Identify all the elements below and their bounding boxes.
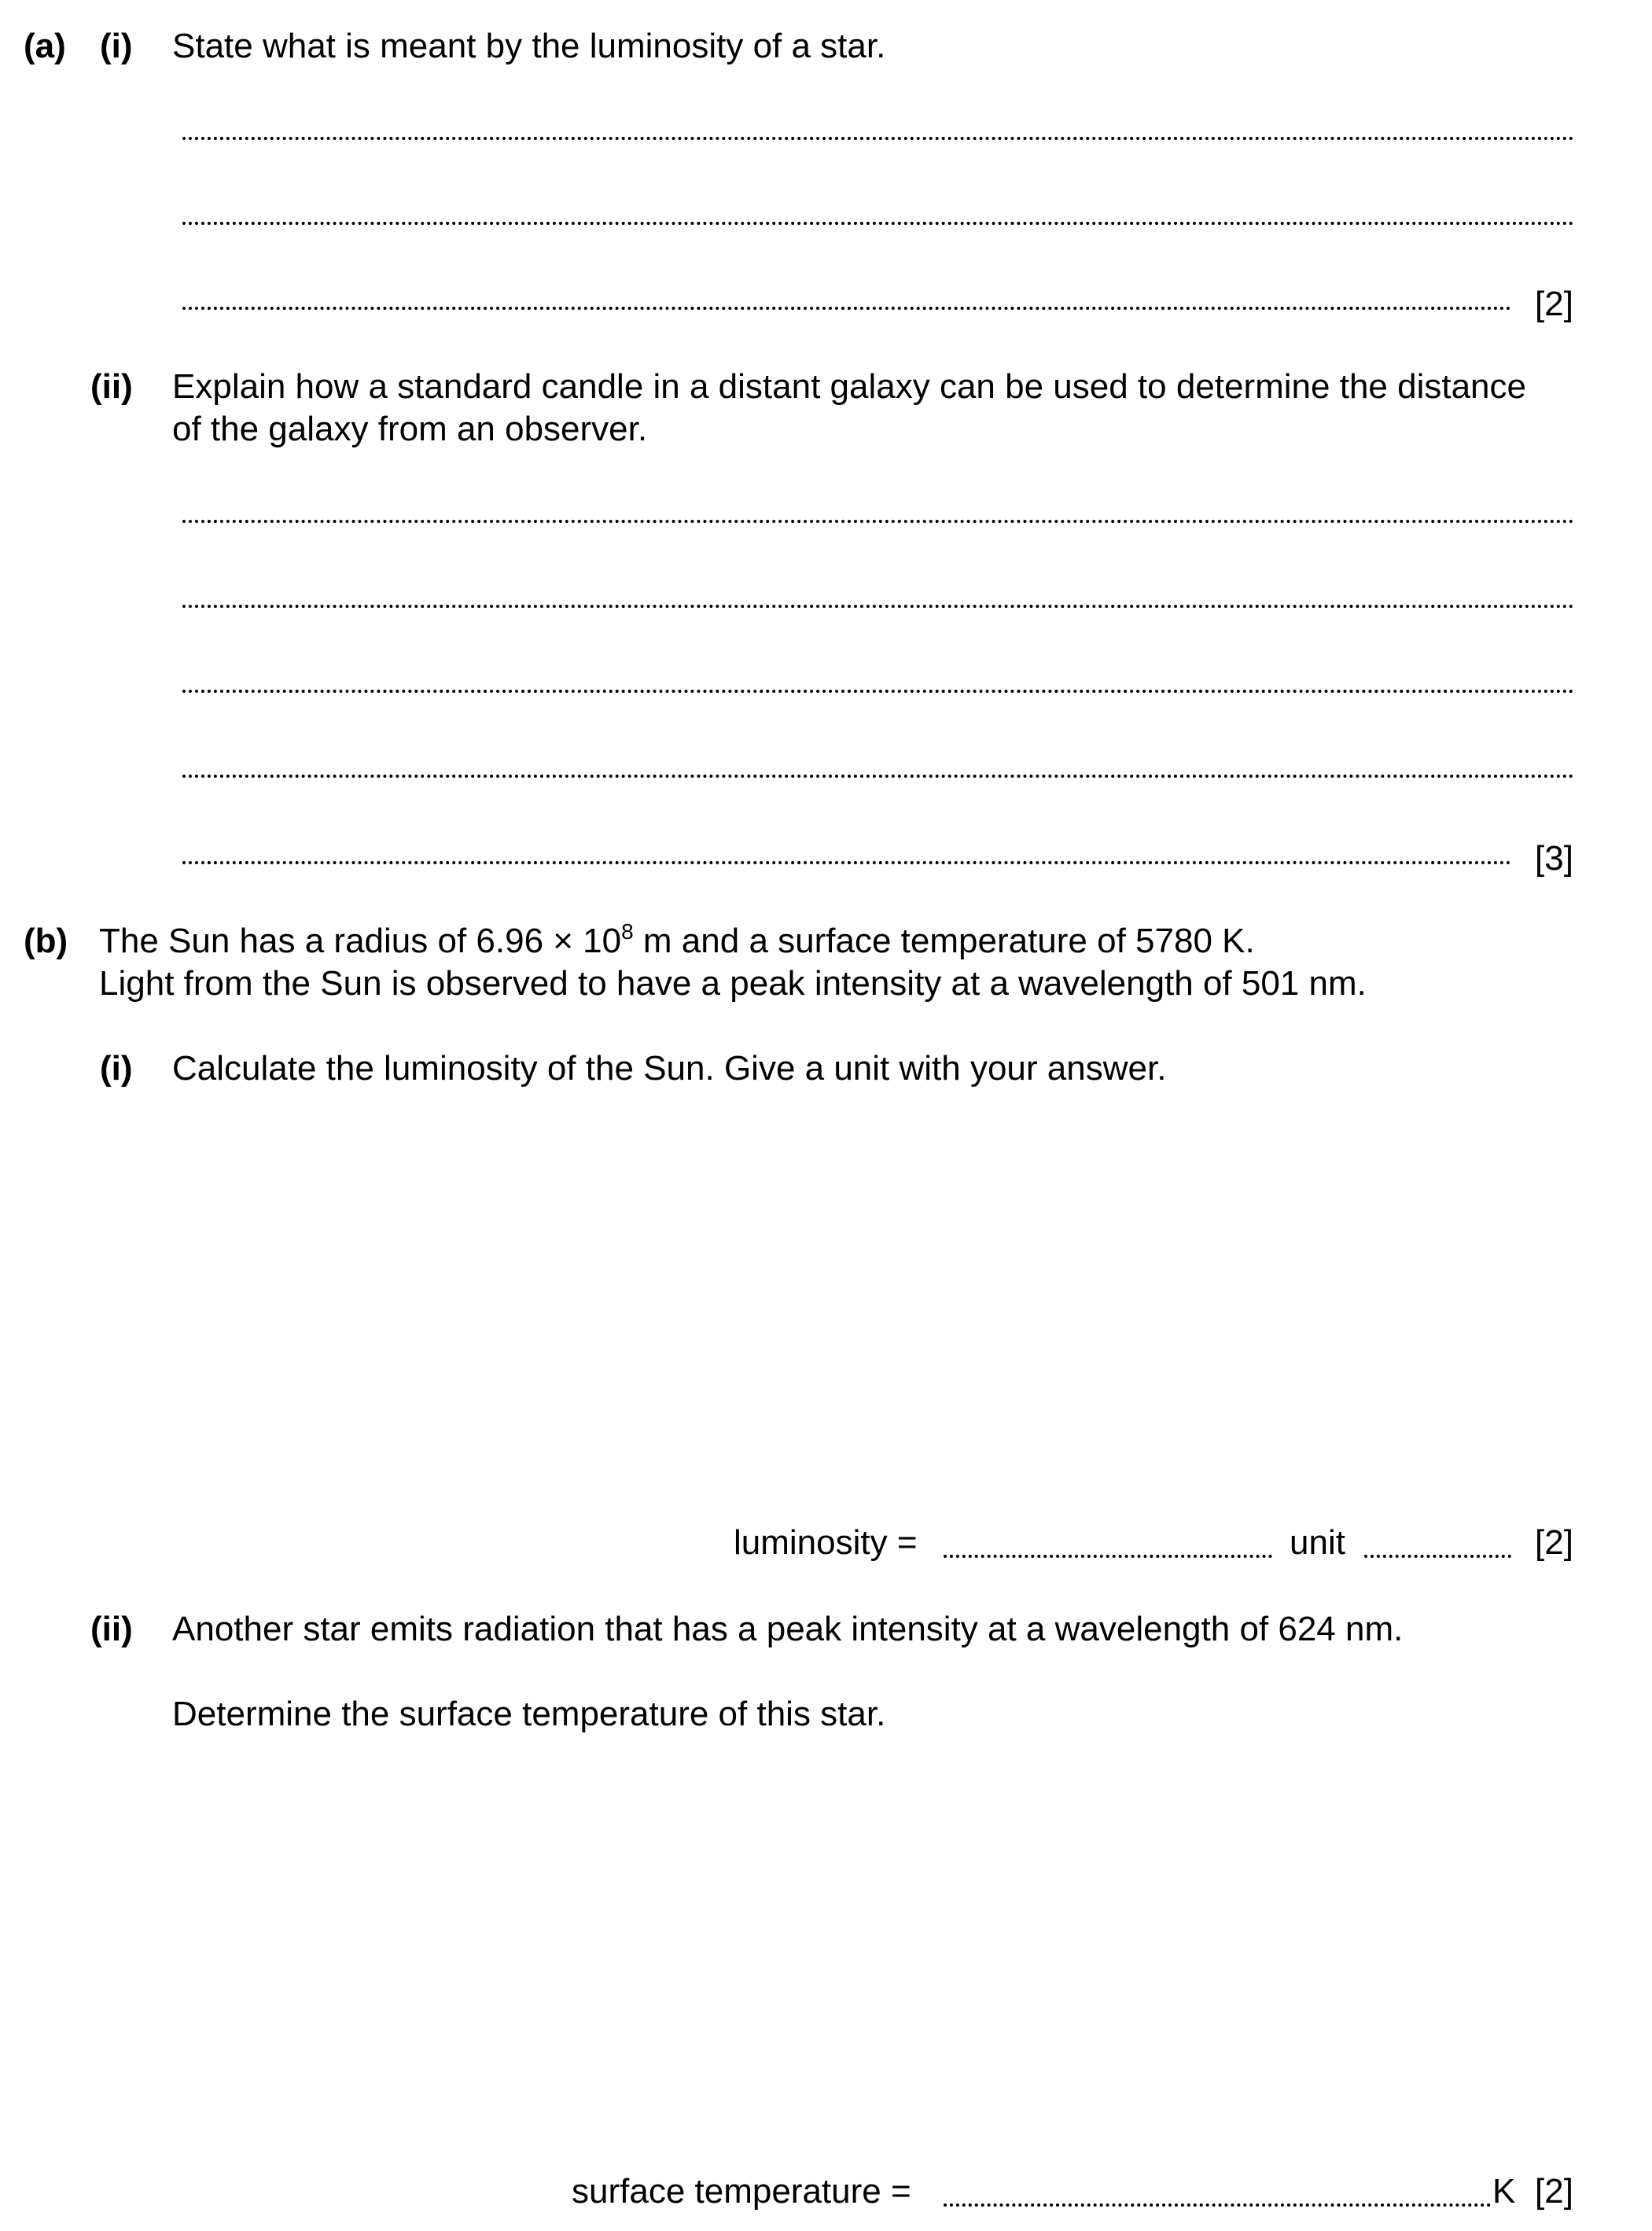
part-a-ii-question-line2: of the galaxy from an observer. xyxy=(172,410,648,448)
surface-temperature-answer-field[interactable] xyxy=(944,2203,1491,2207)
part-a-i-question: State what is meant by the luminosity of a star. xyxy=(172,27,886,65)
answer-line-a-ii-4[interactable] xyxy=(182,775,1574,778)
part-a-label: (a) xyxy=(24,27,66,65)
unit-answer-field[interactable] xyxy=(1364,1555,1511,1558)
part-b-i-question: Calculate the luminosity of the Sun. Give a unit with your answer. xyxy=(172,1049,1167,1088)
luminosity-answer-field[interactable] xyxy=(944,1555,1272,1558)
surface-temperature-answer-label: surface temperature = xyxy=(572,2172,911,2211)
part-b-ii-question-line1: Another star emits radiation that has a peak intensity at a wavelength of 624 nm. xyxy=(172,1610,1404,1648)
answer-line-a-ii-2[interactable] xyxy=(182,605,1574,608)
part-a-i-label: (i) xyxy=(100,27,133,65)
part-b-i-label: (i) xyxy=(100,1049,133,1088)
part-b-ii-question-line2: Determine the surface temperature of this star. xyxy=(172,1695,886,1733)
answer-line-a-i-1[interactable] xyxy=(182,137,1574,140)
answer-line-a-ii-3[interactable] xyxy=(182,690,1574,693)
marks-a-i: [2] xyxy=(1535,285,1573,323)
answer-line-a-ii-5[interactable] xyxy=(182,861,1511,864)
answer-line-a-ii-1[interactable] xyxy=(182,520,1574,523)
answer-line-a-i-3[interactable] xyxy=(182,307,1511,310)
answer-line-a-i-2[interactable] xyxy=(182,222,1574,225)
marks-b-i: [2] xyxy=(1535,1523,1573,1562)
part-a-ii-label: (ii) xyxy=(90,367,133,406)
surface-temperature-unit: K xyxy=(1492,2172,1516,2211)
part-b-stem-line1 xyxy=(99,919,1255,960)
part-b-stem-line1-b: m and a surface temperature of 5780 K. xyxy=(633,922,1255,960)
part-b-ii-label: (ii) xyxy=(90,1610,133,1648)
luminosity-answer-label: luminosity = xyxy=(734,1523,918,1562)
part-b-label: (b) xyxy=(24,922,68,960)
unit-answer-label: unit xyxy=(1290,1523,1345,1562)
marks-a-ii: [3] xyxy=(1535,839,1573,878)
part-b-stem-line2: Light from the Sun is observed to have a peak intensity at a wavelength of 501 nm. xyxy=(99,964,1367,1003)
part-a-ii-question-line1: Explain how a standard candle in a distant galaxy can be used to determine the distance xyxy=(172,367,1526,406)
part-b-stem-exponent: 8 xyxy=(621,919,634,944)
part-b-stem-line1-a: The Sun has a radius of 6.96 × 10 xyxy=(99,922,622,960)
marks-b-ii: [2] xyxy=(1535,2172,1573,2211)
